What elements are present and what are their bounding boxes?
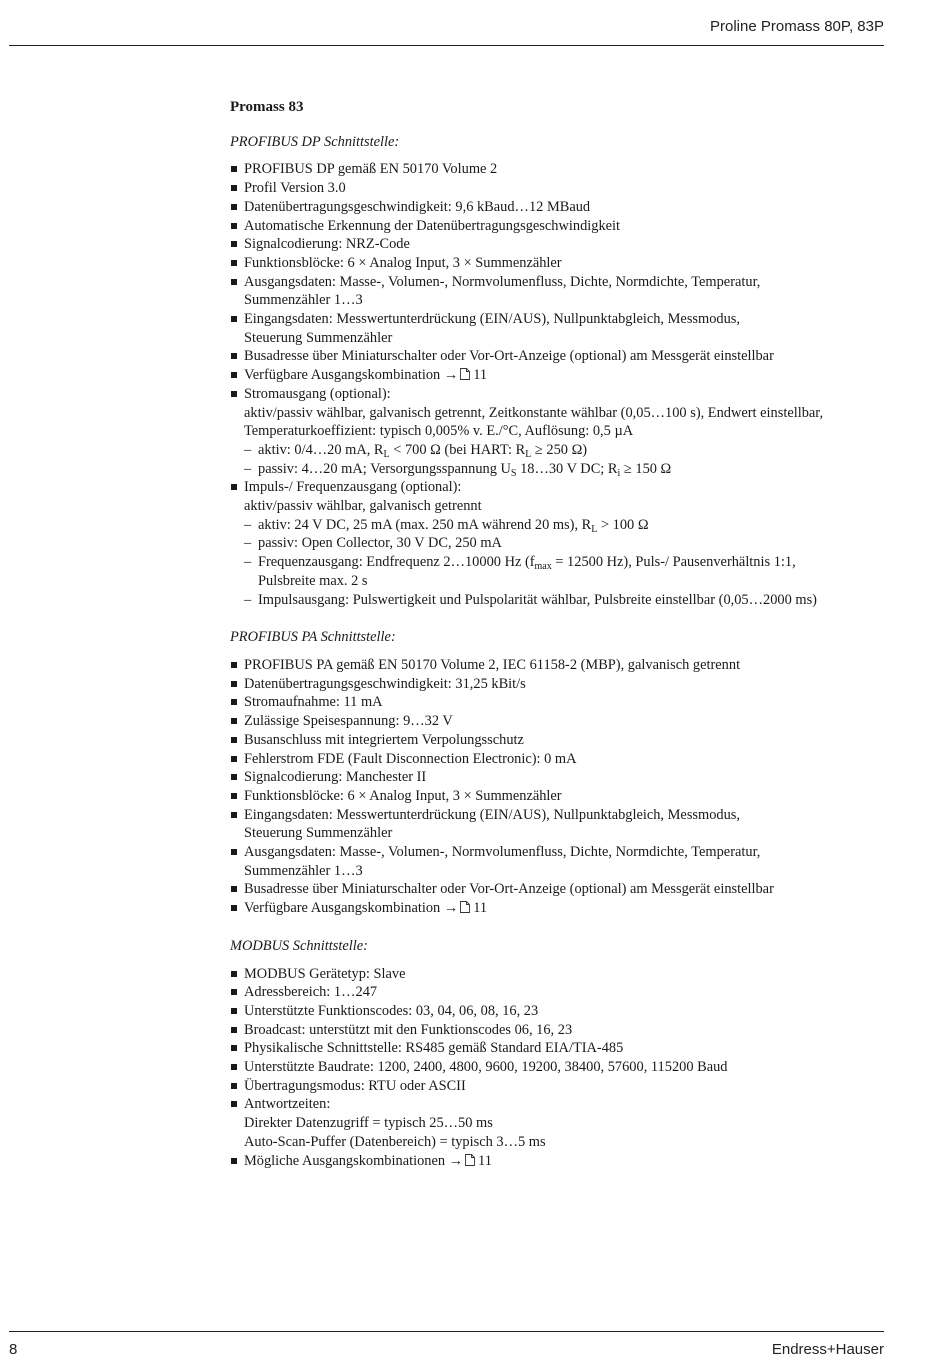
item-line: Ausgangsdaten: Masse-, Volumen-, Normvolumenfluss, Dichte, Normdichte, Temperatur, [244, 844, 761, 861]
page-content [230, 98, 880, 1189]
item-line: Eingangsdaten: Messwertunterdrückung (EIN/AUS), Nullpunktabgleich, Messmodus, [244, 311, 740, 328]
header-rule [9, 45, 884, 46]
list-item [230, 310, 880, 347]
list-item: Funktionsblöcke: 6 × Analog Input, 3 × Summenzähler [230, 787, 880, 806]
item-line: Auto-Scan-Puffer (Datenbereich) = typisch 3…5 ms [244, 1133, 546, 1150]
page-reference-icon [460, 901, 470, 913]
list-item [230, 806, 880, 843]
item-label: Stromausgang (optional): [244, 385, 391, 402]
list-item: Fehlerstrom FDE (Fault Disconnection Electronic): 0 mA [230, 750, 880, 769]
list-item: Automatische Erkennung der Datenübertragungsgeschwindigkeit [230, 217, 880, 236]
footer-brand: Endress+Hauser [771, 1341, 884, 1358]
item-label: Antwortzeiten: [244, 1096, 331, 1113]
page-reference-icon [465, 1154, 475, 1166]
list-item: Funktionsblöcke: 6 × Analog Input, 3 × Summenzähler [230, 254, 880, 273]
list-item: Physikalische Schnittstelle: RS485 gemäß Standard EIA/TIA-485 [230, 1039, 880, 1058]
list-item: Zulässige Speisespannung: 9…32 V [230, 712, 880, 731]
list-item: Unterstützte Baudrate: 1200, 2400, 4800, 9600, 19200, 38400, 57600, 115200 Baud [230, 1058, 880, 1077]
list-item: Busanschluss mit integriertem Verpolungsschutz [230, 731, 880, 750]
list-item: Datenübertragungsgeschwindigkeit: 31,25 kBit/s [230, 675, 880, 694]
list-item: Datenübertragungsgeschwindigkeit: 9,6 kBaud…12 MBaud [230, 198, 880, 217]
profibus-dp-list [230, 160, 880, 609]
sub-item: – aktiv: 0/4…20 mA, $R_L < 700$ Ω (bei HART: $R_L \ge 250$ Ω) [244, 441, 880, 460]
list-item: Busadresse über Miniaturschalter oder Vor-Ort-Anzeige (optional) am Messgerät einstellbar [230, 347, 880, 366]
item-label: Impuls-/ Frequenzausgang (optional): [244, 479, 462, 496]
sub-item: – Impulsausgang: Pulswertigkeit und Pulspolarität wählbar, Pulsbreite einstellbar (0,05…2000 ms) [244, 591, 880, 610]
list-item: Broadcast: unterstützt mit den Funktionscodes 06, 16, 23 [230, 1021, 880, 1040]
item-line: Summenzähler 1…3 [244, 862, 363, 879]
list-item: Übertragungsmodus: RTU oder ASCII [230, 1077, 880, 1096]
item-line: Steuerung Summenzähler [244, 329, 393, 346]
item-line: Ausgangsdaten: Masse-, Volumen-, Normvolumenfluss, Dichte, Normdichte, Temperatur, [244, 273, 761, 290]
sub-item: – Frequenzausgang: Endfrequenz 2…10000 Hz ($f_{max} = 12500$ Hz), Puls-/ Pausenverhältnis 1:1, Pulsbreite max. 2 s [244, 553, 880, 590]
list-item: Adressbereich: 1…247 [230, 983, 880, 1002]
profibus-pa-title: PROFIBUS PA Schnittstelle: [230, 629, 396, 646]
list-item [230, 1095, 880, 1151]
item-text: Mögliche Ausgangskombinationen → [244, 1152, 464, 1169]
page-number: 8 [9, 1341, 18, 1358]
sub-item: – passiv: Open Collector, 30 V DC, 250 mA [244, 534, 880, 553]
section-heading: Promass 83 [230, 99, 304, 115]
page-reference-icon [460, 368, 470, 380]
list-item: Busadresse über Miniaturschalter oder Vor-Ort-Anzeige (optional) am Messgerät einstellbar [230, 880, 880, 899]
list-item: Profil Version 3.0 [230, 179, 880, 198]
item-line: Steuerung Summenzähler [244, 825, 393, 842]
page-reference[interactable]: 11 [473, 900, 488, 917]
modbus-list [230, 965, 880, 1171]
list-item [230, 899, 880, 918]
item-line: aktiv/passiv wählbar, galvanisch getrennt [244, 498, 482, 515]
sub-item: – passiv: 4…20 mA; Versorgungsspannung $U_S$ 18…30 V DC; $R_i \ge 150$ Ω [244, 460, 880, 479]
list-item: MODBUS Gerätetyp: Slave [230, 965, 880, 984]
list-item: Signalcodierung: NRZ-Code [230, 235, 880, 254]
modbus-title: MODBUS Schnittstelle: [230, 937, 368, 954]
list-item [230, 366, 880, 385]
profibus-pa-list [230, 656, 880, 918]
page-reference[interactable]: 11 [473, 367, 488, 384]
item-line: Eingangsdaten: Messwertunterdrückung (EIN/AUS), Nullpunktabgleich, Messmodus, [244, 806, 740, 823]
list-item: Stromaufnahme: 11 mA [230, 693, 880, 712]
item-line: Temperaturkoeffizient: typisch 0,005% v. E./°C, Auflösung: 0,5 µA [244, 423, 634, 440]
list-item: Unterstützte Funktionscodes: 03, 04, 06, 08, 16, 23 [230, 1002, 880, 1021]
list-item [230, 843, 880, 880]
item-text: Verfügbare Ausgangskombination → [244, 367, 459, 384]
footer-rule [9, 1331, 884, 1332]
page-reference[interactable]: 11 [478, 1152, 492, 1169]
list-item [230, 478, 880, 609]
list-item [230, 385, 880, 479]
sub-item: – aktiv: 24 V DC, 25 mA (max. 250 mA während 20 ms), $R_L > 100$ Ω [244, 516, 880, 535]
item-line: Direkter Datenzugriff = typisch 25…50 ms [244, 1115, 493, 1132]
list-item: PROFIBUS PA gemäß EN 50170 Volume 2, IEC 61158-2 (MBP), galvanisch getrennt [230, 656, 880, 675]
item-text: Verfügbare Ausgangskombination → [244, 900, 459, 917]
profibus-dp-title: PROFIBUS DP Schnittstelle: [230, 133, 400, 150]
list-item: Signalcodierung: Manchester II [230, 768, 880, 787]
item-line: aktiv/passiv wählbar, galvanisch getrennt, Zeitkonstante wählbar (0,05…100 s), Endwert einstellbar, [244, 404, 824, 421]
list-item [230, 1152, 880, 1171]
list-item [230, 273, 880, 310]
item-line: Summenzähler 1…3 [244, 292, 363, 309]
list-item: PROFIBUS DP gemäß EN 50170 Volume 2 [230, 160, 880, 179]
document-header-title: Proline Promass 80P, 83P [710, 18, 884, 35]
